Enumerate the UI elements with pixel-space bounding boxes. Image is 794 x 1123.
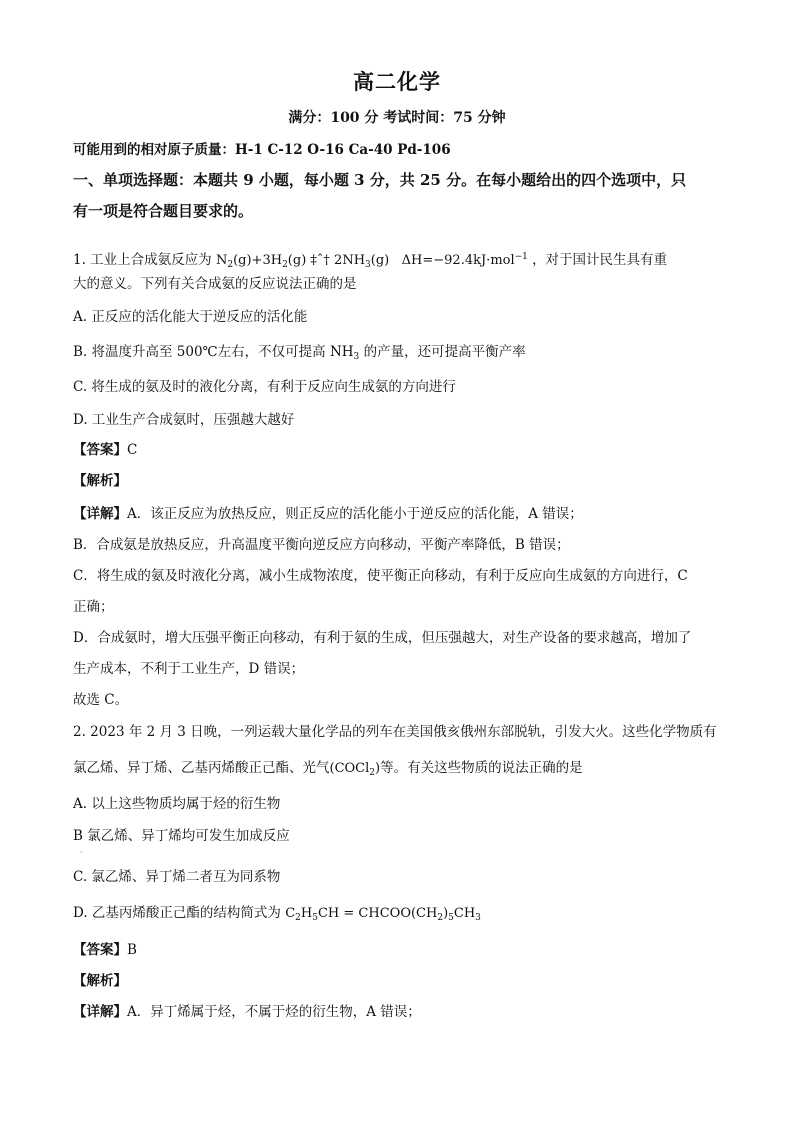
atomic-mass-note: 可能用到的相对原子质量：H-1 C-12 O-16 Ca-40 Pd-106 (73, 142, 451, 158)
q1-conclusion: 故选 C。 (73, 692, 129, 708)
q2-answer: 【答案】B (73, 942, 137, 958)
q1-option-d: D. 工业生产合成氨时，压强越大越好 (73, 412, 295, 428)
q2-structural-formula: $C_2H_5CH$ = $CHCOO(CH_2)_5CH_3$ (285, 906, 481, 923)
q2-analysis-tag: 【解析】 (73, 973, 127, 989)
q1-option-c: C. 将生成的氨及时的液化分离，有利于反应向生成氨的方向进行 (73, 379, 456, 395)
q1-detail-a: 【详解】A．该正反应为放热反应，则正反应的活化能小于逆反应的活化能，A 错误； (73, 506, 583, 522)
equilibrium-arrow-icon: ‡ˆ† (310, 253, 330, 268)
q2-option-c: C. 氯乙烯、异丁烯二者互为同系物 (73, 869, 281, 885)
q1-detail-d-line2: 生产成本，不利于工业生产，D 错误； (73, 661, 305, 677)
section-heading-line1: 一、单项选择题：本题共 9 小题，每小题 3 分，共 25 分。在每小题给出的四个选项中，只 (73, 171, 687, 189)
q1-stem-line1 (73, 247, 667, 275)
q1-stem-prefix: 1. 工业上合成氨反应为 (73, 252, 212, 268)
stray-dot: · (80, 848, 83, 857)
q1-detail-c-line2: 正确； (73, 599, 114, 615)
q2-option-b: B 氯乙烯、异丁烯均可发生加成反应 (73, 828, 290, 844)
page-title: 高二化学 (353, 69, 441, 94)
q2-stem-line2: 氯乙烯、异丁烯、乙基丙烯酸正己酯、光气(COCl$_2$)等。有关这些物质的说法正确的是 (73, 760, 583, 778)
q1-detail-b: B．合成氨是放热反应，升高温度平衡向逆反应方向移动，平衡产率降低，B 错误； (73, 537, 570, 553)
q2-detail-a: 【详解】A．异丁烯属于烃，不属于烃的衍生物，A 错误； (73, 1004, 421, 1020)
q1-detail-c-line1: C．将生成的氨及时液化分离，减小生成物浓度，使平衡正向移动，有利于反应向生成氨的方向进行，C (73, 568, 688, 584)
q1-option-b: B. 将温度升高至 500℃左右，不仅可提高 $NH_3$ 的产量，还可提高平衡产率 (73, 344, 526, 362)
q1-equation: $N_2(g)+3H_2(g)$ ‡ˆ† $2NH_3(g)$ ΔH=−92.4kJ·mol$^{-1}$ (215, 252, 528, 270)
q2-option-a: A. 以上这些物质均属于烃的衍生物 (73, 796, 281, 812)
exam-info: 满分：100 分 考试时间：75 分钟 (288, 110, 506, 126)
q1-analysis-tag: 【解析】 (73, 473, 127, 489)
q1-answer: 【答案】C (73, 442, 138, 458)
q1-stem-line2: 大的意义。下列有关合成氨的反应说法正确的是 (73, 276, 357, 292)
q2-stem-line1: 2. 2023 年 2 月 3 日晚，一列运载大量化学品的列车在美国俄亥俄州东部脱轨，引发大火。这些化学物质有 (73, 724, 717, 740)
q2-option-d: D. 乙基丙烯酸正己酯的结构简式为 $C_2H_5CH$ = $CHCOO(CH_2)_5CH_3$ (73, 905, 481, 923)
q1-detail-d-line1: D．合成氨时，增大压强平衡正向移动，有利于氨的生成，但压强越大，对生产设备的要求越高，增加了 (73, 630, 692, 646)
section-heading-line2: 有一项是符合题目要求的。 (73, 202, 254, 220)
q1-option-a: A. 正反应的活化能大于逆反应的活化能 (73, 309, 308, 325)
q1-stem-suffix: ，对于国计民生具有重 (532, 252, 668, 268)
